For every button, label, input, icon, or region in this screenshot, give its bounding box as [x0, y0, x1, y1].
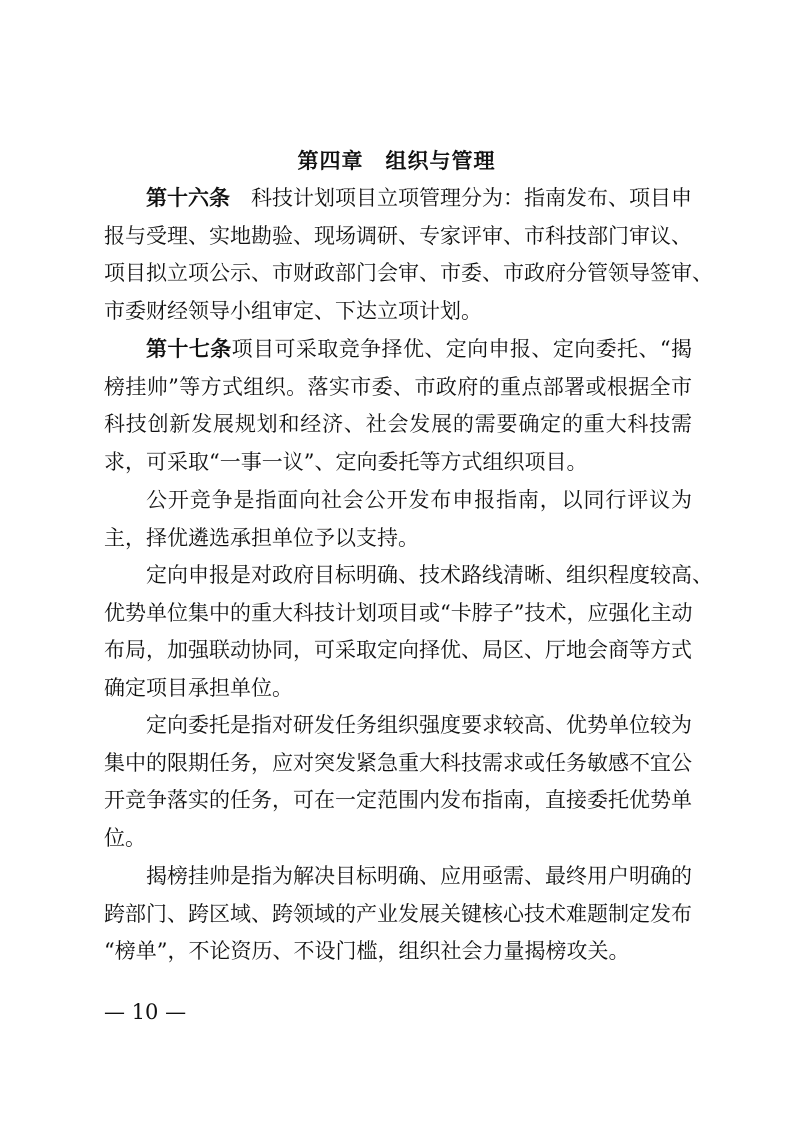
- open-competition-line-1: 公开竞争是指面向社会公开发布申报指南，以同行评议为: [146, 488, 692, 512]
- article-16-text-1: 科技计划项目立项管理分为：指南发布、项目申: [230, 186, 692, 210]
- article-17-line-3: 科技创新发展规划和经济、社会发展的需要确定的重大科技需: [104, 412, 692, 437]
- open-competition-paragraph: [104, 482, 692, 557]
- directed-application-line-1: 定向申报是对政府目标明确、技术路线清晰、组织程度较高、: [146, 563, 713, 587]
- article-16-line-3: 项目拟立项公示、市财政部门会审、市委、市政府分管领导签审、: [104, 261, 713, 286]
- article-16-number: 第十六条: [146, 186, 230, 210]
- directed-application-line-2: 优势单位集中的重大科技计划项目或“卡脖子”技术，应强化主动: [104, 600, 693, 625]
- directed-commission-paragraph: [104, 707, 692, 857]
- article-17-number: 第十七条: [146, 337, 232, 361]
- directed-application-line-4: 确定项目承担单位。: [104, 675, 293, 700]
- directed-commission-line-2: 集中的限期任务，应对突发紧急重大科技需求或任务敏感不宜公: [104, 750, 692, 775]
- open-call-line-2: 跨部门、跨区域、跨领域的产业发展关键核心技术难题制定发布: [104, 901, 692, 926]
- open-call-line-1: 揭榜挂帅是指为解决目标明确、应用亟需、最终用户明确的: [146, 864, 692, 888]
- open-call-paragraph: [104, 858, 692, 971]
- article-17-line-2: 榜挂帅”等方式组织。落实市委、市政府的重点部署或根据全市: [104, 374, 692, 399]
- directed-commission-line-4: 位。: [104, 825, 146, 850]
- article-17-paragraph: [104, 331, 692, 481]
- article-16-paragraph: [104, 180, 713, 330]
- directed-commission-line-1: 定向委托是指对研发任务组织强度要求较高、优势单位较为: [146, 713, 692, 737]
- page-number: — 10 —: [104, 1000, 187, 1024]
- open-call-line-3: “榜单”，不论资历、不设门槛，组织社会力量揭榜攻关。: [104, 939, 630, 964]
- directed-commission-line-3: 开竞争落实的任务，可在一定范围内发布指南，直接委托优势单: [104, 788, 692, 813]
- article-16-line-1: [104, 180, 692, 218]
- article-17-line-4: 求，可采取“一事一议”、定向委托等方式组织项目。: [104, 449, 588, 474]
- open-competition-line-2: 主，择优遴选承担单位予以支持。: [104, 525, 419, 550]
- article-16-line-2: 报与受理、实地勘验、现场调研、专家评审、市科技部门审议、: [104, 223, 692, 248]
- directed-application-line-3: 布局，加强联动协同，可采取定向择优、局区、厅地会商等方式: [104, 638, 692, 663]
- article-17-text-1: 项目可采取竞争择优、定向申报、定向委托、“揭: [231, 337, 693, 361]
- article-17-line-1: [104, 331, 692, 369]
- article-16-line-4: 市委财经领导小组审定、下达立项计划。: [104, 298, 482, 323]
- directed-application-paragraph: [104, 557, 713, 707]
- chapter-title: 第四章 组织与管理: [297, 149, 496, 173]
